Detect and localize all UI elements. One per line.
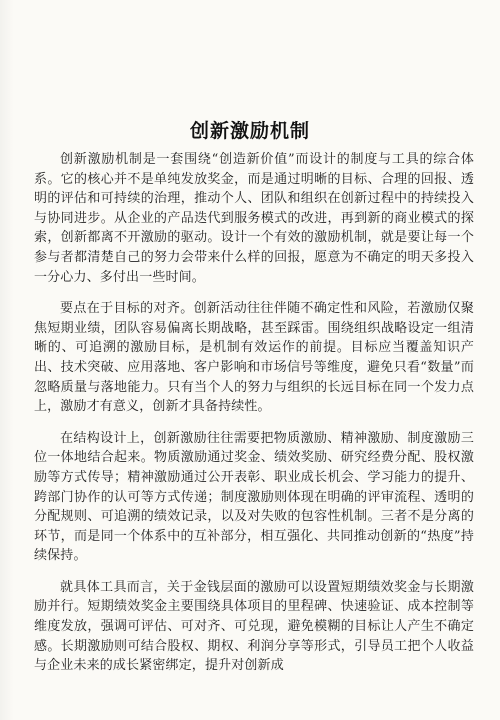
document-body [34,150,474,688]
paragraph-4: 就具体工具而言，关于金钱层面的激励可以设置短期绩效奖金与长期激励并行。短期绩效奖金主要围绕具体项目的里程碑、快速验证、成本控制等维度发放，强调可评估、可对齐、可兑现，避免模糊的目标让人产生不确定感。长期激励则可结合股权、期权、利润分享等形式，引导员工把个人收益与企业未来的成长紧密绑定，提升对创新成 [34,579,474,674]
paragraph-1: 创新激励机制是一套围绕“创造新价值”而设计的制度与工具的综合体系。它的核心并不是单纯发放奖金，而是通过明晰的目标、合理的回报、透明的评估和可持续的治理，推动个人、团队和组织在创新过程中的持续投入与协同进步。从企业的产品迭代到服务模式的改进，再到新的商业模式的探索，创新都离不开激励的驱动。设计一个有效的激励机制，就是要让每一个参与者都清楚自己的努力会带来什么样的回报，愿意为不确定的明天多投入一分心力、多付出一些时间。 [34,152,474,285]
document-title: 创新激励机制 [189,120,310,142]
paragraph-2: 要点在于目标的对齐。创新活动往往伴随不确定性和风险，若激励仅聚焦短期业绩，团队容易偏离长期战略，甚至踩雷。围绕组织战略设定一组清晰的、可追溯的激励目标，是机制有效运作的前提。目标应当覆盖知识产出、技术突破、应用落地、客户影响和市场信号等维度，避免只看“数量”而忽略质量与落地能力。只有当个人的努力与组织的长远目标在同一个发力点上，激励才有意义，创新才具备持续性。 [34,301,474,415]
paragraph-3: 在结构设计上，创新激励往往需要把物质激励、精神激励、制度激励三位一体地结合起来。物质激励通过奖金、绩效奖励、研究经费分配、股权激励等方式传导；精神激励通过公开表彰、职业成长机会、学习能力的提升、跨部门协作的认可等方式传递；制度激励则体现在明确的评审流程、透明的分配规则、可追溯的绩效记录，以及对失败的包容性机制。三者不是分离的环节，而是同一个体系中的互补部分，相互强化、共同推动创新的“热度”持续保持。 [34,430,474,564]
